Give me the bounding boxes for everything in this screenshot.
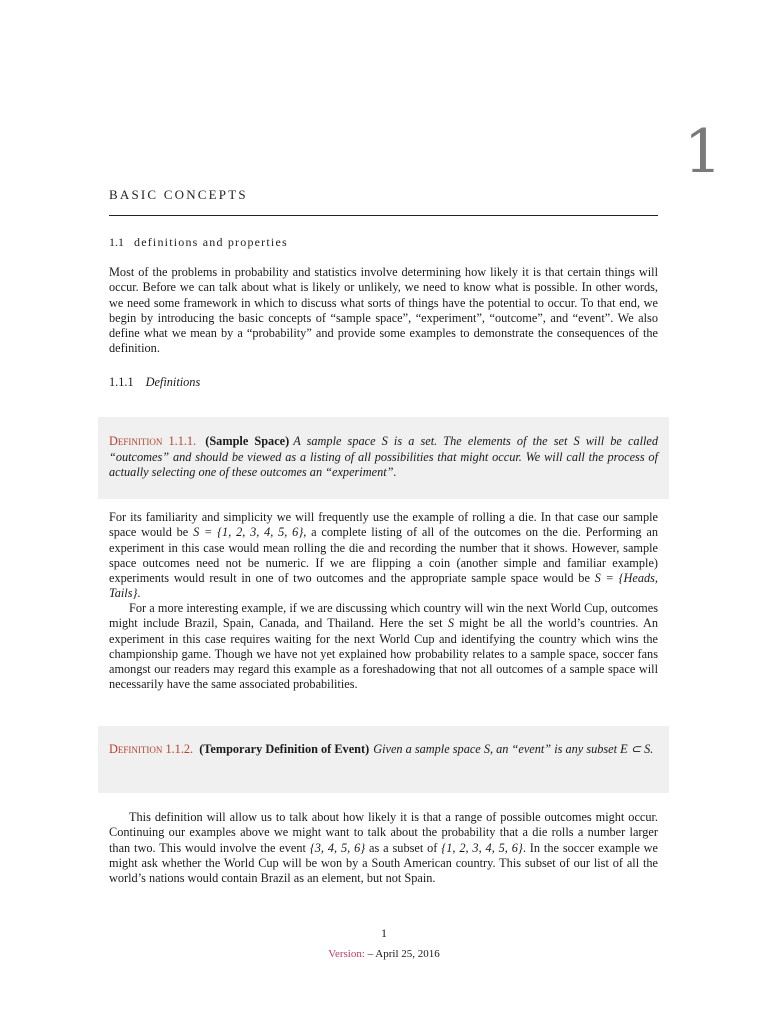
definition-text: . xyxy=(650,742,654,756)
text: For a more interesting example, if we are discussing which country will win the next World Cup, outcomes might include Brazil, Spain, Canada, and Thailand. Here the set xyxy=(109,601,658,631)
chapter-title: BASIC CONCEPTS xyxy=(109,187,248,202)
chapter-rule xyxy=(109,215,658,216)
definition-text: , an “event” is any subset xyxy=(490,742,621,756)
definition-label: Definition 1.1.2. xyxy=(109,742,194,756)
definition-text: Given a sample space xyxy=(373,742,484,756)
definition-box-sample-space xyxy=(98,417,669,499)
chapter-number: 1 xyxy=(683,117,722,187)
paragraph-die-example xyxy=(109,510,658,602)
definition-label: Definition 1.1.1. xyxy=(109,434,197,448)
math-s: S xyxy=(483,742,490,756)
text: For its familiarity and simplicity we will frequently use the example of rolling a die. In that case our sample space would be xyxy=(109,510,658,540)
text: . In the soccer example we might ask whether the World Cup will be won by a South American country. This subset of our list of all the world’s nations would contain Brazil as an element, but not Spain. xyxy=(109,840,659,886)
definition-text: will be called “outcomes” and should be viewed as a listing of all possibilities that might occur. We will call the process of actually selecting one of these outcomes an “experiment”. xyxy=(109,434,659,479)
section-title: definitions and properties xyxy=(134,235,288,249)
intro-paragraph: Most of the problems in probability and statistics involve determining how likely it is that certain things will occur. Before we can talk about what is likely or unlikely, we need to know what is possible. In other words, we need some framework in which to discuss what sorts of things have the potential to occur. To that end, we begin by introducing the basic concepts of “sample space”, “experiment”, “outcome”, and “event”. We also define what we mean by a “probability” and provide some examples to demonstrate the consequences of the definition. xyxy=(109,265,658,356)
text: might be all the world’s countries. An experiment in this case requires waiting for the next World Cup and identifying the country which wins the championship game. Though we have not yet explained how probability relates to a sample space, soccer fans amongst our readers may regard this example as a foreshadowing that not all outcomes of a sample space will necessarily have the same associated probabilities. xyxy=(109,616,658,692)
math-s: S xyxy=(573,434,580,448)
page-number: 1 xyxy=(381,926,387,940)
definition-text: A sample space xyxy=(293,434,382,448)
text: This definition will allow us to talk about how likely it is that a range of possible outcomes might occur. Continuing our examples above we might want to talk about the probability that a die rolls a number larger than two. This would involve the event xyxy=(109,810,658,855)
text: , a complete listing of all of the outcomes on the die. Performing an experiment in this case would mean rolling the die and recording the number that it shows. However, sample space outcomes need not be numeric. If we are flipping a coin (another simple and familiar example) experiments would result in one of two outcomes and the appropriate sample space would be xyxy=(109,525,658,586)
subsection-title: Definitions xyxy=(145,375,201,389)
version-footer xyxy=(0,948,768,960)
paragraph-event-examples xyxy=(109,810,658,886)
text: as a subset of xyxy=(365,840,442,855)
math-s: S xyxy=(381,434,388,448)
math-s: S xyxy=(447,616,454,631)
math-expression: S = {Heads, Tails} xyxy=(109,571,658,601)
math-expression: E ⊂ S xyxy=(620,742,651,756)
math-expression: {3, 4, 5, 6} xyxy=(309,840,366,855)
definition-event xyxy=(109,742,658,758)
text: . xyxy=(137,586,141,601)
version-date: – April 25, 2016 xyxy=(364,948,440,960)
section-number: 1.1 xyxy=(109,235,124,249)
definition-name: (Temporary Definition of Event) xyxy=(199,742,370,756)
subsection-heading xyxy=(109,375,200,390)
version-label: Version: xyxy=(328,948,365,960)
definition-name: (Sample Space) xyxy=(205,434,290,448)
paragraph-world-cup-example xyxy=(109,601,658,693)
subsection-number: 1.1.1 xyxy=(109,375,134,389)
definition-text: is a set. The elements of the set xyxy=(387,434,574,448)
section-heading xyxy=(109,235,288,250)
math-expression: S = {1, 2, 3, 4, 5, 6} xyxy=(193,525,304,540)
definition-sample-space xyxy=(109,434,658,481)
definition-box-event xyxy=(98,726,669,793)
math-expression: {1, 2, 3, 4, 5, 6} xyxy=(441,840,523,855)
